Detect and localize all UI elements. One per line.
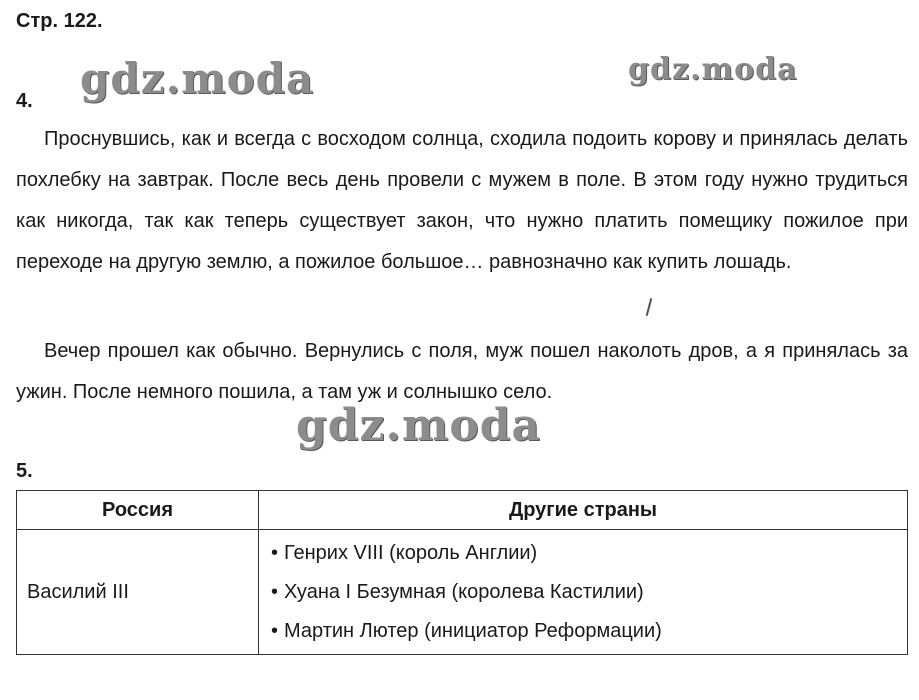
list-item [271,534,907,573]
table-row [17,530,908,655]
watermark-logo: gdz.moda [296,400,542,451]
list-item-text: Хуана I Безумная (королева Кастилии) [284,580,644,603]
task-4-paragraph-1: Проснувшись, как и всегда с восходом солнца, сходила подоить корову и принялась делать похлебку на завтрак. После весь день провели с мужем в поле. В этом году нужно трудиться как никогда, так как теперь существует закон, что нужно платить помещику пожилое при переходе на другую землю, а пожилое большое… равнозначно как купить лошадь. [16,128,908,273]
watermark-logo: gdz.moda [628,52,798,87]
list-item [271,612,907,651]
comparison-table [16,490,908,655]
other-rulers-list [271,534,907,651]
bullet-icon: • [271,580,279,603]
header-other-countries: Другие страны [259,491,908,530]
watermark-logo: gdz.moda [80,54,315,103]
cell-other-rulers [259,530,908,655]
header-russia: Россия [17,491,259,530]
cell-russia-ruler: Василий III [17,530,259,655]
list-item [271,573,907,612]
list-item-text: Генрих VIII (король Англии) [284,541,538,564]
page-number-heading: Стр. 122. [16,10,103,32]
bullet-icon: • [271,541,279,564]
task-4-paragraph-2: Вечер прошел как обычно. Вернулись с поля, муж пошел наколоть дров, а я принялась за ужин. После немного пошила, а там уж и солнышко село. [16,340,908,403]
table-header-row [17,491,908,530]
stray-mark [646,298,653,316]
bullet-icon: • [271,619,279,642]
task-number-5: 5. [16,460,33,482]
task-number-4: 4. [16,90,33,112]
list-item-text: Мартин Лютер (инициатор Реформации) [284,619,662,642]
